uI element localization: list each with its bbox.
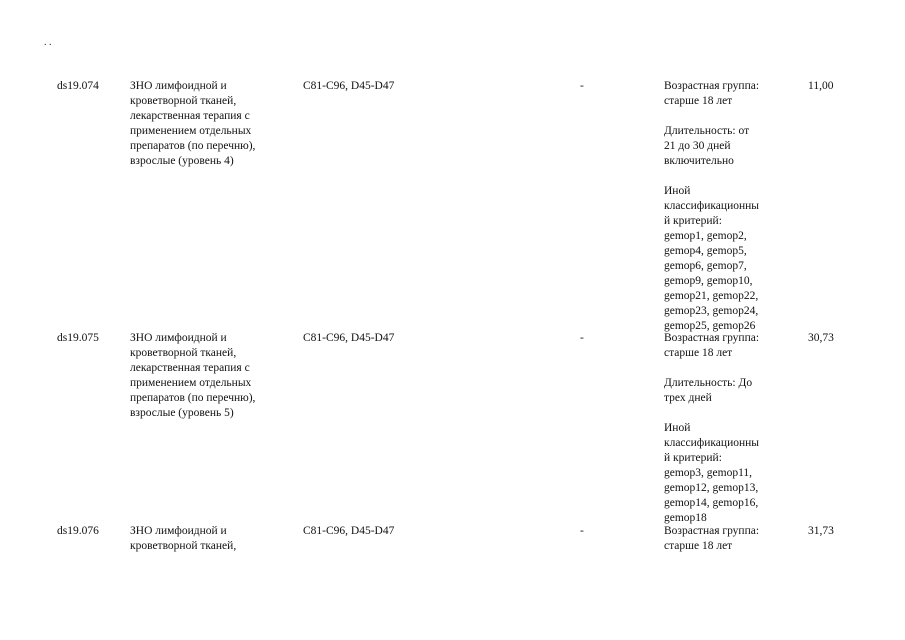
row-dash: -: [580, 80, 584, 92]
row-name: [130, 79, 298, 169]
row-name-line: препаратов (по перечню),: [130, 392, 256, 404]
criteria-other-line: gemop12, gemop13,: [664, 482, 759, 494]
criteria-duration-line: Длительность: До: [664, 377, 753, 389]
row-name-line: лекарственная терапия с: [130, 362, 250, 374]
criteria-other-line: gemop23, gemop24,: [664, 305, 759, 317]
criteria-other-line: классификационны: [664, 200, 760, 212]
row-name-line: взрослые (уровень 4): [130, 155, 234, 167]
criteria-duration-line: включительно: [664, 155, 734, 167]
criteria-other-line: Иной: [664, 422, 691, 434]
criteria-other-line: gemop21, gemop22,: [664, 290, 759, 302]
criteria-age-line: Возрастная группа:: [664, 525, 760, 537]
row-name-line: взрослые (уровень 5): [130, 407, 234, 419]
criteria-duration-line: Длительность: от: [664, 125, 750, 137]
row-code: ds19.076: [57, 525, 99, 537]
row-criteria: [664, 79, 782, 334]
row-name-line: препаратов (по перечню),: [130, 140, 256, 152]
criteria-other-line: gemop3, gemop11,: [664, 467, 753, 479]
criteria-other-line: й критерий:: [664, 452, 722, 464]
row-coefficient: 31,73: [808, 525, 834, 537]
row-mkb-codes: C81-C96, D45-D47: [303, 332, 395, 344]
criteria-other-line: gemop14, gemop16,: [664, 497, 759, 509]
row-name-line: кроветворной тканей,: [130, 540, 237, 552]
row-criteria: [664, 524, 782, 554]
row-code: ds19.074: [57, 80, 99, 92]
row-name: [130, 331, 298, 421]
row-mkb-codes: C81-C96, D45-D47: [303, 525, 395, 537]
criteria-other-line: gemop18: [664, 512, 707, 524]
criteria-age-line: Возрастная группа:: [664, 80, 760, 92]
row-name-line: применением отдельных: [130, 125, 252, 137]
criteria-age-line: старше 18 лет: [664, 347, 733, 359]
header-ellipsis: . .: [44, 37, 52, 48]
criteria-duration-line: 21 до 30 дней: [664, 140, 731, 152]
row-name-line: лекарственная терапия с: [130, 110, 250, 122]
criteria-other-line: gemop25, gemop26: [664, 320, 756, 332]
row-name-line: ЗНО лимфоидной и: [130, 332, 227, 344]
criteria-other-line: gemop4, gemop5,: [664, 245, 747, 257]
criteria-duration-line: трех дней: [664, 392, 712, 404]
criteria-age-line: старше 18 лет: [664, 95, 733, 107]
criteria-age-line: старше 18 лет: [664, 540, 733, 552]
row-name-line: ЗНО лимфоидной и: [130, 80, 227, 92]
row-name-line: применением отдельных: [130, 377, 252, 389]
criteria-other-line: gemop1, gemop2,: [664, 230, 747, 242]
criteria-other-line: классификационны: [664, 437, 760, 449]
criteria-other-line: Иной: [664, 185, 691, 197]
criteria-other-line: й критерий:: [664, 215, 722, 227]
criteria-other-line: gemop9, gemop10,: [664, 275, 753, 287]
row-coefficient: 30,73: [808, 332, 834, 344]
row-dash: -: [580, 332, 584, 344]
row-mkb-codes: C81-C96, D45-D47: [303, 80, 395, 92]
row-name-line: кроветворной тканей,: [130, 95, 237, 107]
row-code: ds19.075: [57, 332, 99, 344]
row-name: [130, 524, 298, 554]
row-criteria: [664, 331, 782, 526]
row-name-line: кроветворной тканей,: [130, 347, 237, 359]
row-dash: -: [580, 525, 584, 537]
row-name-line: ЗНО лимфоидной и: [130, 525, 227, 537]
criteria-age-line: Возрастная группа:: [664, 332, 760, 344]
row-coefficient: 11,00: [808, 80, 834, 92]
criteria-other-line: gemop6, gemop7,: [664, 260, 747, 272]
